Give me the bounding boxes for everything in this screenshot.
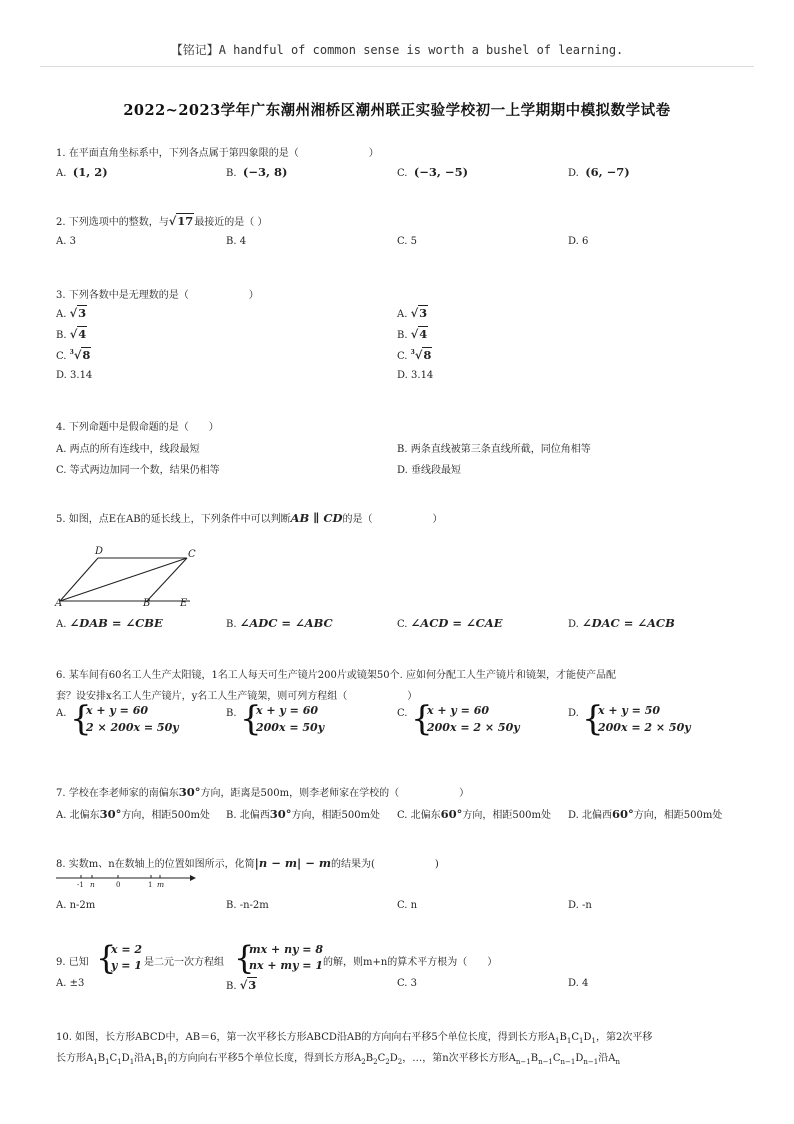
question-1-stem: 1. 在平面直角坐标系中，下列各点属于第四象限的是（ ） bbox=[56, 148, 379, 159]
q9-option-d[interactable]: D. 4 bbox=[568, 978, 589, 989]
header-divider bbox=[40, 66, 754, 67]
fig-label-e: E bbox=[180, 598, 188, 609]
axis-label-m: m bbox=[157, 880, 165, 889]
question-9-pre: 9. 已知 bbox=[56, 957, 89, 968]
q2-option-d[interactable]: D. 6 bbox=[568, 236, 589, 247]
q3-left-option-c[interactable]: C. $^3$√8 bbox=[56, 348, 91, 362]
q7-option-b[interactable]: B. 北偏西30°方向，相距500m处 bbox=[226, 807, 381, 821]
q3-left-option-a[interactable]: A. √3 bbox=[56, 306, 87, 320]
question-10-line2: 长方形$A_1B_1C_1D_1$沿$A_1B_1$的方向向右平移5个单位长度，得到长方形$A_2B_2C_2D_2$，…，第n次平移长方形$A_{n-1}B_{n-1}C_{n-1}D_{n-1}$沿$A_n$ bbox=[56, 1053, 620, 1066]
q3-right-option-d[interactable]: D. 3.14 bbox=[397, 370, 434, 381]
question-2-stem: 2. 下列选项中的整数，与√17最接近的是（ ） bbox=[56, 214, 268, 228]
axis-label-one: 1 bbox=[148, 881, 153, 889]
q6-option-c[interactable]: C. bbox=[397, 708, 408, 719]
question-5-stem: 5. 如图，点E在AB的延长线上，下列条件中可以判断AB ∥ CD的是（ ） bbox=[56, 511, 443, 525]
question-3-stem: 3. 下列各数中是无理数的是（ ） bbox=[56, 290, 259, 301]
fig-label-a: A bbox=[55, 598, 63, 609]
q5-option-a[interactable]: A. ∠DAB = ∠CBE bbox=[56, 616, 163, 630]
q9-brace-1: { bbox=[96, 939, 117, 977]
question-9-mid: 是二元一次方程组 bbox=[144, 957, 224, 968]
q6-c-brace: { bbox=[411, 699, 433, 739]
q3-left-option-d[interactable]: D. 3.14 bbox=[56, 370, 93, 381]
q9-equation-system: mx + ny = 8 nx + my = 1 bbox=[249, 943, 323, 972]
q5-option-b[interactable]: B. ∠ADC = ∠ABC bbox=[226, 616, 333, 630]
question-6-line2: 套？设安排x名工人生产镜片，y名工人生产镜架，则可列方程组（ ） bbox=[56, 691, 418, 702]
q9-option-b[interactable]: B. √3 bbox=[226, 978, 257, 992]
q2-option-a[interactable]: A. 3 bbox=[56, 236, 76, 247]
q8-option-b[interactable]: B. -n-2m bbox=[226, 900, 269, 911]
q4-option-d[interactable]: D. 垂线段最短 bbox=[397, 465, 462, 476]
q8-option-a[interactable]: A. n-2m bbox=[56, 900, 96, 911]
q1-option-a[interactable]: A. (1, 2) bbox=[56, 165, 108, 179]
q1-option-d[interactable]: D. (6, −7) bbox=[568, 165, 630, 179]
question-4-stem: 4. 下列命题中是假命题的是（ ） bbox=[56, 422, 219, 433]
fig-label-c: C bbox=[188, 549, 196, 560]
header-motto: 【铭记】A handful of common sense is worth a bushel of learning. bbox=[170, 43, 624, 57]
q6-a-brace: { bbox=[70, 699, 92, 739]
q4-option-a[interactable]: A. 两点的所有连线中，线段最短 bbox=[56, 444, 200, 455]
q2-option-b[interactable]: B. 4 bbox=[226, 236, 247, 247]
q5-option-d[interactable]: D. ∠DAC = ∠ACB bbox=[568, 616, 675, 630]
q6-d-brace: { bbox=[582, 699, 604, 739]
q6-b-brace: { bbox=[240, 699, 262, 739]
axis-label-zero: 0 bbox=[116, 881, 121, 889]
q3-right-option-b[interactable]: B. √4 bbox=[397, 327, 428, 341]
q3-left-option-b[interactable]: B. √4 bbox=[56, 327, 87, 341]
q5-option-c[interactable]: C. ∠ACD = ∠CAE bbox=[397, 616, 503, 630]
q6-b-system: x + y = 60 200x = 50y bbox=[256, 704, 325, 734]
q6-option-a[interactable]: A. bbox=[56, 708, 67, 719]
q8-option-c[interactable]: C. n bbox=[397, 900, 418, 911]
axis-label-neg1: -1 bbox=[77, 881, 84, 889]
q6-a-system: x + y = 60 2 × 200x = 50y bbox=[86, 704, 179, 734]
q9-option-c[interactable]: C. 3 bbox=[397, 978, 418, 989]
q3-right-option-a[interactable]: A. √3 bbox=[397, 306, 428, 320]
q4-option-b[interactable]: B. 两条直线被第三条直线所截，同位角相等 bbox=[397, 444, 591, 455]
q3-right-option-c[interactable]: C. $^3$√8 bbox=[397, 348, 432, 362]
question-9-post: 的解，则m+n的算术平方根为（ ） bbox=[323, 957, 498, 968]
fig-label-d: D bbox=[95, 546, 104, 557]
number-line-arrow bbox=[190, 875, 196, 881]
q9-option-a[interactable]: A. ±3 bbox=[56, 978, 85, 989]
q6-c-system: x + y = 60 200x = 2 × 50y bbox=[427, 704, 520, 734]
page-title: 2022~2023学年广东潮州湘桥区潮州联正实验学校初一上学期期中模拟数学试卷 bbox=[123, 102, 671, 119]
q7-option-d[interactable]: D. 北偏西60°方向，相距500m处 bbox=[568, 807, 723, 821]
q9-solution-system: x = 2 y = 1 bbox=[111, 943, 143, 972]
q4-option-c[interactable]: C. 等式两边加同一个数，结果仍相等 bbox=[56, 465, 220, 476]
q2-option-c[interactable]: C. 5 bbox=[397, 236, 418, 247]
q6-d-system: x + y = 50 200x = 2 × 50y bbox=[598, 704, 691, 734]
q6-option-d[interactable]: D. bbox=[568, 708, 579, 719]
q8-number-line bbox=[54, 872, 199, 890]
q1-option-c[interactable]: C. (−3, −5) bbox=[397, 165, 469, 179]
q7-option-a[interactable]: A. 北偏东30°方向，相距500m处 bbox=[56, 807, 210, 821]
question-8-stem: 8. 实数m、n在数轴上的位置如图所示，化简|n − m| − m的结果为( ) bbox=[56, 856, 439, 870]
question-6-line1: 6. 某车间有60名工人生产太阳镜，1名工人每天可生产镜片200片或镜架50个. 应如何分配工人生产镜片和镜架，才能使产品配 bbox=[56, 670, 616, 681]
q8-option-d[interactable]: D. -n bbox=[568, 900, 592, 911]
question-10-line1: 10. 如图，长方形ABCD中，AB＝6，第一次平移长方形ABCD沿AB的方向向右平移5个单位长度，得到长方形$A_1B_1C_1D_1$，第2次平移 bbox=[56, 1032, 653, 1045]
q9-brace-2: { bbox=[234, 939, 255, 977]
fig-label-b: B bbox=[143, 598, 151, 609]
question-7-stem: 7. 学校在李老师家的南偏东30°方向，距离是500m，则李老师家在学校的（ ） bbox=[56, 785, 470, 799]
q7-option-c[interactable]: C. 北偏东60°方向，相距500m处 bbox=[397, 807, 551, 821]
q1-option-b[interactable]: B. (−3, 8) bbox=[226, 165, 288, 179]
axis-label-n: n bbox=[90, 880, 95, 889]
q6-option-b[interactable]: B. bbox=[226, 708, 237, 719]
